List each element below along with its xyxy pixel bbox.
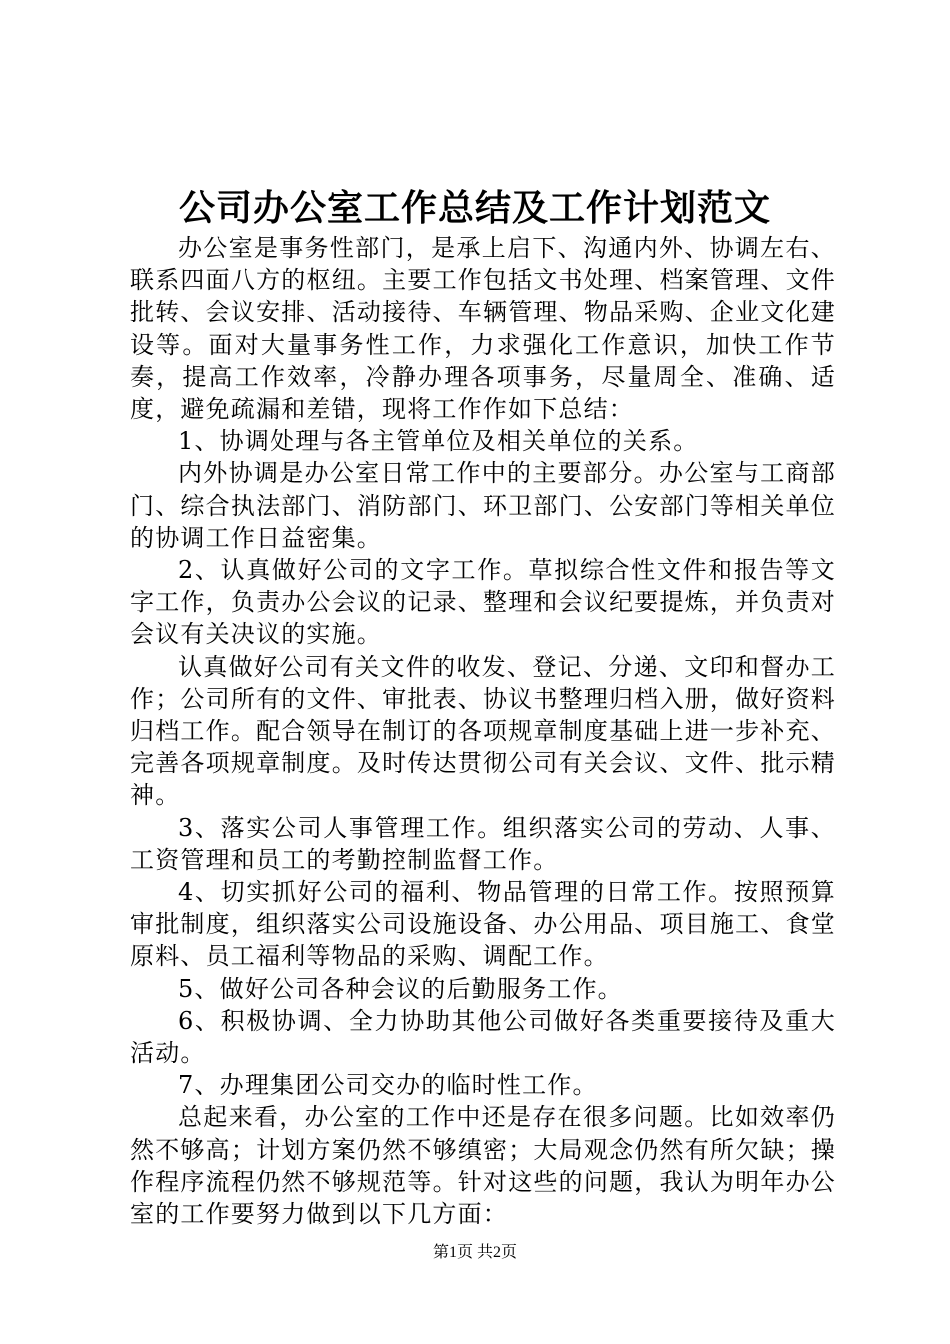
page-footer: 第1页 共2页 xyxy=(432,1244,517,1261)
paragraph-documents: 认真做好公司有关文件的收发、登记、分递、文印和督办工作；公司所有的文件、审批表、协议书整理归档入册，做好资料归档工作。配合领导在制订的各项规章制度基础上进一步补充、完善各项规章制度。及时传达贯彻公司有关会议、文件、批示精神。 xyxy=(130,652,836,810)
paragraph-item-4: 4、切实抓好公司的福利、物品管理的日常工作。按照预算审批制度，组织落实公司设施设备、办公用品、项目施工、食堂原料、员工福利等物品的采购、调配工作。 xyxy=(130,878,836,971)
paragraph-item-3: 3、落实公司人事管理工作。组织落实公司的劳动、人事、工资管理和员工的考勤控制监督工作。 xyxy=(130,813,836,874)
paragraph-item-7: 7、办理集团公司交办的临时性工作。 xyxy=(178,1071,598,1100)
paragraph-intro: 办公室是事务性部门，是承上启下、沟通内外、协调左右、联系四面八方的枢纽。主要工作包括文书处理、档案管理、文件批转、会议安排、活动接待、车辆管理、物品采购、企业文化建设等。面对大量事务性工作，力求强化工作意识，加快工作节奏，提高工作效率，冷静办理各项事务，尽量周全、准确、适度，避免疏漏和差错，现将工作作如下总结： xyxy=(130,234,836,424)
document-body xyxy=(130,232,836,1230)
paragraph-item-1-heading: 1、协调处理与各主管单位及相关单位的关系。 xyxy=(178,427,699,456)
paragraph-summary: 总起来看，办公室的工作中还是存在很多问题。比如效率仍然不够高；计划方案仍然不够缜密；大局观念仍然有所欠缺；操作程序流程仍然不够规范等。针对这些的问题，我认为明年办公室的工作要努力做到以下几方面： xyxy=(130,1103,836,1229)
paragraph-item-2: 2、认真做好公司的文字工作。草拟综合性文件和报告等文字工作，负责办公会议的记录、整理和会议纪要提炼，并负责对会议有关决议的实施。 xyxy=(130,556,836,649)
paragraph-item-5: 5、做好公司各种会议的后勤服务工作。 xyxy=(178,974,623,1003)
paragraph-coordination: 内外协调是办公室日常工作中的主要部分。办公室与工商部门、综合执法部门、消防部门、环卫部门、公安部门等相关单位的协调工作日益密集。 xyxy=(130,459,836,552)
paragraph-item-6: 6、积极协调、全力协助其他公司做好各类重要接待及重大活动。 xyxy=(130,1006,836,1068)
document-title: 公司办公室工作总结及工作计划范文 xyxy=(178,187,771,229)
